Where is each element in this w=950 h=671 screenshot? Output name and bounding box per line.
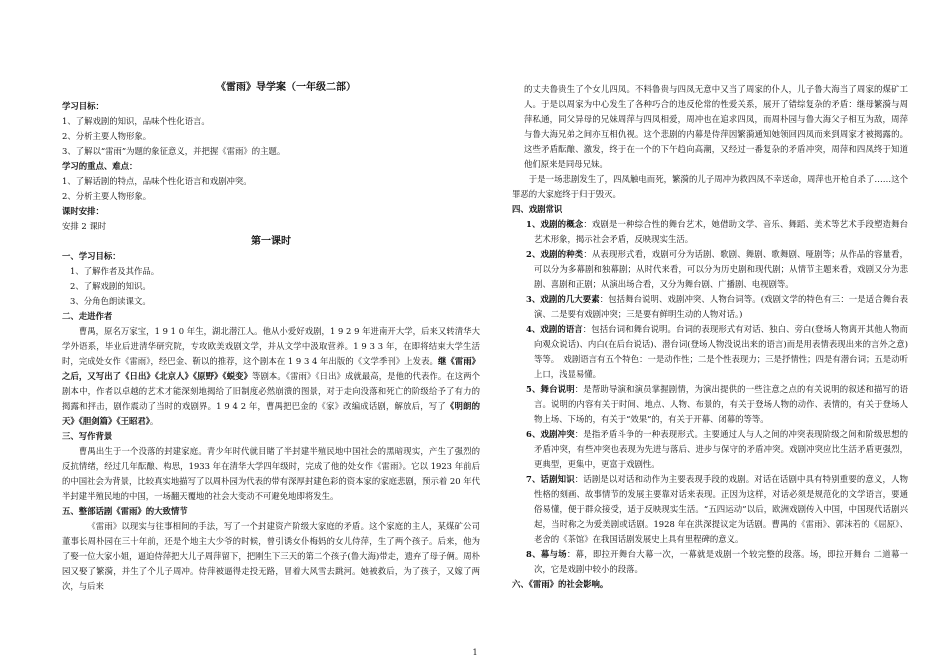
lesson-title: 第一课时 bbox=[251, 236, 291, 247]
author-works-a: 继《雷雨》之后，又写出了《日出》《北京人》《原野》《蜕变》 bbox=[62, 356, 480, 381]
plot-ending: 于是一场悲剧发生了，四凤触电而死，繁漪的儿子周冲为救四凤不幸送命，周萍也开枪自杀了……这个罪恶的大家庭终于归于毁灭。 bbox=[512, 174, 908, 199]
background-paragraph: 曹禺出生于一个没落的封建家庭。青少年时代就目睹了半封建半殖民地中国社会的黑暗现实，产生了强烈的反抗情绪，经过几年酝酿、构思，1933 年在清华大学四年级时，完成了他的处女作《雷雨》。它以 1923 年前后的中国社会为背景，比较真实地描写了以周朴园为代表的带有深厚封建色彩的资本家的家庭悲剧，预示着 20 年代半封建半殖民地的中国，一场翻天覆地的社会大变动不可避免地即将发生。 bbox=[62, 446, 480, 501]
left-column bbox=[62, 80, 480, 594]
drama-item-text: ：是指矛盾斗争的一种表现形式。主要通过人与人之间的冲突表现阶级之间和阶级思想的矛盾冲突，有些冲突也表现为先进与落后、进步与保守的矛盾冲突。戏剧冲突应比生活矛盾更强烈，更典型，更集中，更富于戏剧性。 bbox=[534, 429, 908, 469]
schedule-heading: 课时安排： bbox=[62, 206, 104, 216]
drama-item-text: ：话剧是以对话和动作为主要表现手段的戏剧。对话在话剧中具有特别重要的意义，人物性格的刻画、故事情节的发展主要靠对话来表现。正因为这样，对话必须是规范化的文学语言，要通俗易懂，便于群众接受，适于反映现实生活。“五四运动”以后，欧洲戏剧传入中国，中国现代话剧兴起，当时称之为爱美剧或话剧。1928 年在洪深提议定为话剧。曹禺的《雷雨》、郭沫若的《屈原》、老舍的《茶馆》在我国话剧发展史上具有里程碑的意义。 bbox=[534, 474, 908, 544]
section-5-heading: 五、整部话剧《雷雨》的大致情节 bbox=[62, 506, 188, 516]
drama-item-label: 5、舞台说明 bbox=[526, 384, 575, 394]
section-2-heading: 二、走进作者 bbox=[62, 311, 113, 321]
section-1-item: 2、了解戏剧的知识。 bbox=[70, 281, 151, 291]
key-point-item: 2、分析主要人物形象。 bbox=[62, 191, 152, 201]
drama-item-text: ：从表现形式看，戏剧可分为话剧、歌剧、舞剧、歌舞剧、哑剧等；从作品的容量看，可以分为多幕剧和独幕剧；从时代来看，可以分为历史剧和现代剧；从情节主题来看，戏剧又分为悲剧、喜剧和正剧；从演出场合看，又分为舞台剧、广播剧、电视剧等。 bbox=[534, 249, 909, 289]
document-title: 《雷雨》导学案（一年级二部） bbox=[216, 82, 356, 93]
goal-item: 3、了解以“雷雨”为题的象征意义，并把握《雷雨》的主题。 bbox=[62, 146, 286, 156]
goal-item: 2、分析主要人物形象。 bbox=[62, 131, 152, 141]
drama-item-label: 4、戏剧的语言 bbox=[526, 324, 583, 334]
schedule-text: 安排 2 课时 bbox=[62, 221, 107, 231]
drama-item-label: 8、幕与场 bbox=[526, 549, 567, 559]
author-text-a: 曹禺，原名万家宝，1 9 1 0 年生，湖北潜江人。他从小爱好戏剧，1 9 2 9 年进南开大学，后来又转清华大学外语系，毕业后进清华研究院，专攻欧美戏剧文学，并从文学中汲取营养。1 9 3 3 年，在即将结束大学生活时，完成处女作《雷雨》，经巴金、靳以的推荐，这个剧本在 1 9 3 4 年出版的《文学季刊》上发表。 bbox=[62, 326, 480, 366]
drama-item-label: 1、戏剧的概念 bbox=[526, 219, 584, 229]
drama-item bbox=[512, 247, 908, 292]
section-1-heading: 一、学习目标： bbox=[62, 251, 121, 261]
drama-item-text: ：包括舞台说明、戏剧冲突、人物台词等。(戏剧文学的特色有三：一是适合舞台表演、二是要有戏剧冲突；三是要有鲜明生动的人物对话。) bbox=[534, 294, 909, 319]
drama-item bbox=[512, 382, 908, 427]
section-1-item: 3、分角色朗读课文。 bbox=[70, 296, 151, 306]
drama-item bbox=[512, 427, 908, 472]
goal-item: 1、了解戏剧的知识，品味个性化语言。 bbox=[62, 116, 210, 126]
page-number: 1 bbox=[472, 648, 478, 657]
drama-item-label: 7、话剧知识 bbox=[526, 474, 575, 484]
drama-item-label: 6、戏剧冲突 bbox=[526, 429, 575, 439]
author-text-b: 等剧本。《雷雨》《日出》成就最高，是他的代表作。在这两个剧本中，作者以卓越的艺术才能深刻地揭给了旧制度必然崩溃的图景，对于走向没落和死亡的阶级给予了有力的揭露和抨击，剧作震动了当时的戏剧界。1 9 4 2 年，曹禺把巴金的《家》改编成话剧，解放后，写了 bbox=[62, 371, 480, 411]
section-1-item: 1、了解作者及其作品。 bbox=[70, 266, 160, 276]
drama-item-label: 3、戏剧的几大要素 bbox=[526, 294, 600, 304]
section-3-heading: 三、写作背景 bbox=[62, 431, 113, 441]
drama-item bbox=[512, 472, 908, 547]
key-points-heading: 学习的重点、难点： bbox=[62, 161, 138, 171]
drama-item-text: ：幕，即拉开舞台大幕一次，一幕就是戏剧一个较完整的段落。场，即拉开舞台 二道幕一次，它是戏剧中较小的段落。 bbox=[534, 549, 908, 574]
section-4-heading: 四、戏剧常识 bbox=[512, 204, 563, 214]
plot-paragraph: 《雷雨》以现实与往事相间的手法，写了一个封建资产阶级大家庭的矛盾。这个家庭的主人，某煤矿公司董事长周朴园在三十年前，还是个地主大少爷的时候，曾引诱女仆梅妈的女儿侍萍，生了两个孩子。后来，他为了娶一位大家小姐，逼迫侍萍把大儿子周萍留下，把刚生下三天的第二个孩子(鲁大海)带走，遗弃了母子俩。周朴园又娶了繁漪，并生了个儿子周冲。侍萍被逼得走投无路，冒着大风雪去跳河。她被救后，为了孩子，又嫁了两次，与后来 bbox=[62, 521, 480, 591]
drama-item-text: ：包括台词和舞台说明。台词的表现形式有对话、独白、旁白(登场人物离开其他人物而向观众说话)、内白(在后台说话)、潜台词(登场人物没说出来的语言)而是用表情表现出来的言外之意)等等。 戏剧语言有五个特色：一是动作性；二是个性表现力；三是抒情性；四是有潜台词；五是动听上口，浅显易懂。 bbox=[534, 324, 909, 379]
key-point-item: 1、了解话剧的特点，品味个性化语言和戏剧冲突。 bbox=[62, 176, 252, 186]
drama-item bbox=[512, 217, 908, 247]
goals-heading: 学习目标： bbox=[62, 101, 104, 111]
drama-item-label: 2、戏剧的种类 bbox=[526, 249, 584, 259]
drama-item bbox=[512, 292, 908, 322]
author-paragraph bbox=[62, 324, 480, 429]
drama-item-text: ：是帮助导演和演员掌握剧情，为演出提供的一些注意之点的有关说明的叙述和描写的语言。说明的内容有关于时间、地点、人物、布景的，有关于登场人物的动作、表情的，有关于登场人物上场、下场的，有关于“效果”的，有关于开幕、闭幕的等等。 bbox=[534, 384, 908, 424]
plot-continuation: 的丈夫鲁贵生了个女儿四凤。不料鲁贵与四凤无意中又当了周家的仆人，儿子鲁大海当了周家的煤矿工人。于是以周家为中心发生了各种巧合的违反伦常的性爱关系，展开了错综复杂的矛盾：继母繁漪与周萍私通，同父异母的兄妹周萍与四凤相爱，周冲也在追求四凤，而周朴园与鲁大海父子相互为敌，周萍与鲁大海兄弟之间亦互相仇视。这个悲剧的内幕是侍萍因繁漪通知她领回四凤而来到周家才被揭露的。这些矛盾酝酿、激发，终于在一个的下午趋向高潮，又经过一番复杂的矛盾冲突，周萍和四凤终于知道他们原来是同母兄妹。 bbox=[524, 84, 908, 169]
section-6-heading: 六、《雷雨》的社会影响。 bbox=[512, 579, 609, 589]
author-works-b: 《明朗的天》《胆剑篇》《王昭君》 bbox=[62, 401, 480, 426]
drama-item-text: ：戏剧是一种综合性的舞台艺术，她借助文学、音乐、舞蹈、美术等艺术手段塑造舞台艺术形象，揭示社会矛盾，反映现实生活。 bbox=[534, 219, 909, 244]
right-column bbox=[512, 82, 908, 592]
drama-item bbox=[512, 547, 908, 577]
drama-item bbox=[512, 322, 908, 382]
author-text-c: 。 bbox=[149, 416, 159, 426]
